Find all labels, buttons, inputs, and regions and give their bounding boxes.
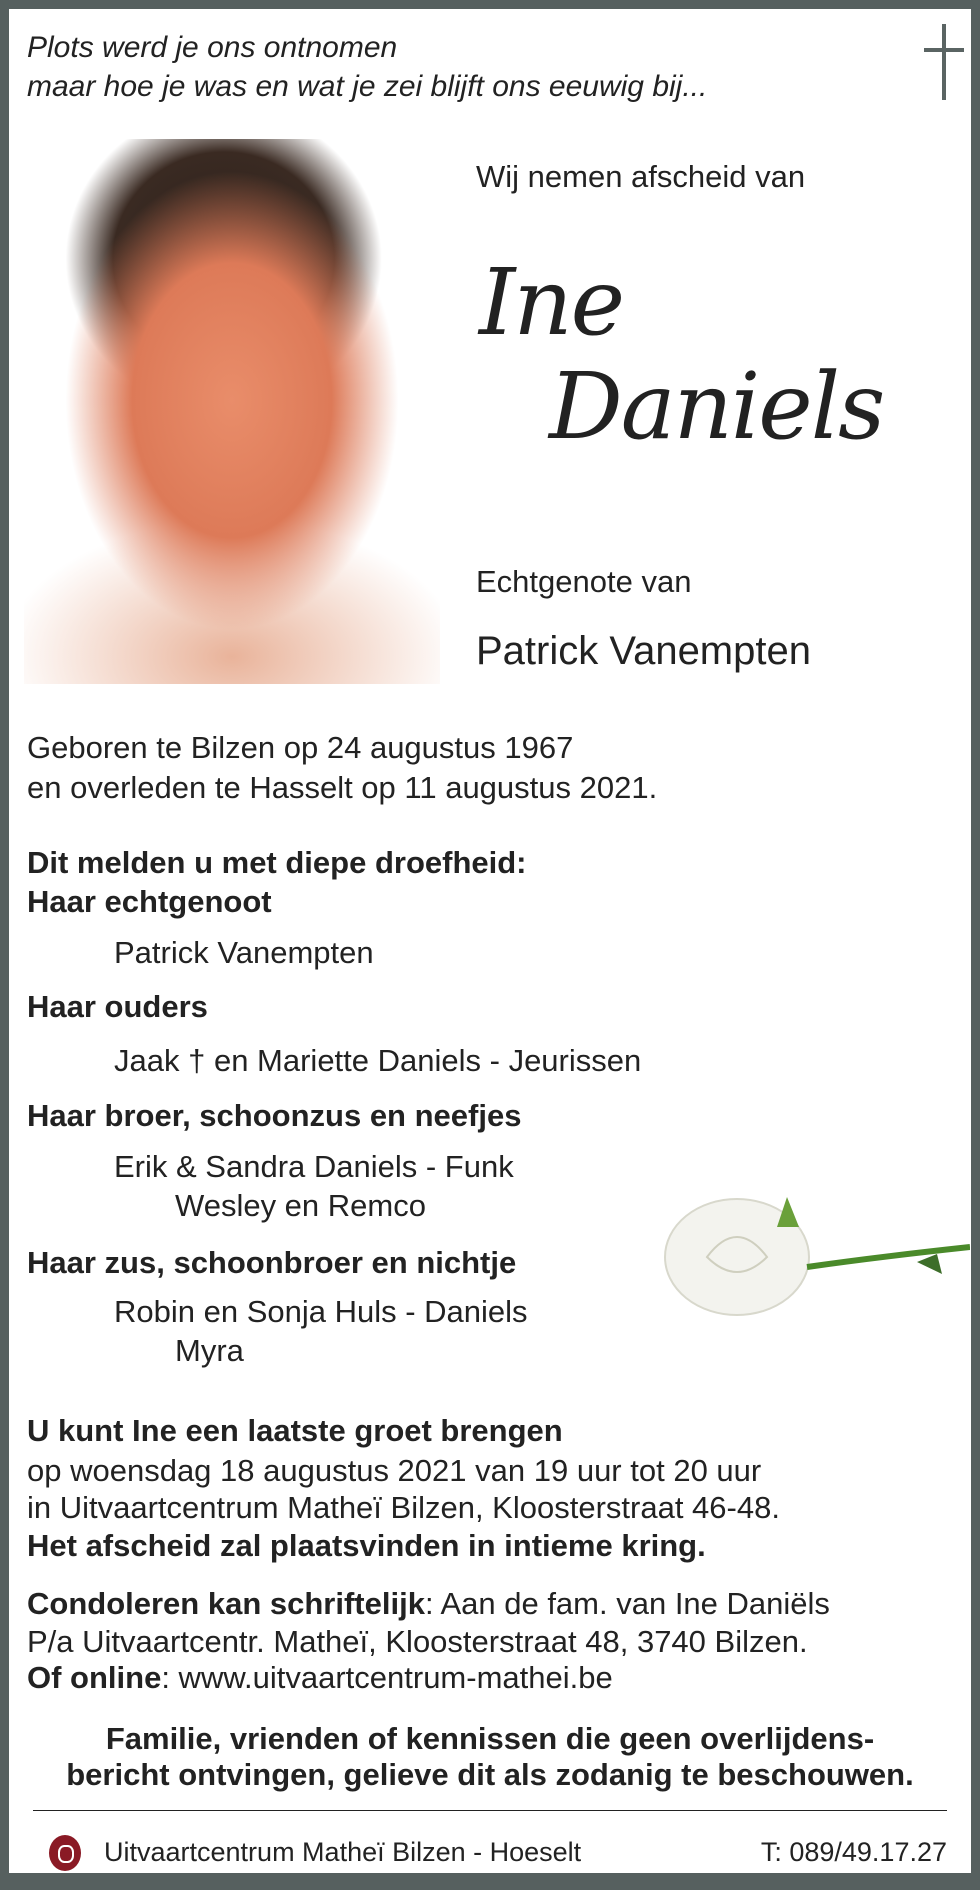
family-heading: Haar ouders — [27, 989, 208, 1024]
spouse-name: Patrick Vanempten — [476, 629, 811, 673]
online-line — [27, 1662, 613, 1693]
verse-line-2: maar hoe je was en wat je zei blijft ons eeuwig bij... — [27, 70, 708, 103]
announce-text: Dit melden u met diepe droefheid: — [27, 845, 527, 880]
farewell-text: Het afscheid zal plaatsvinden in intieme kring. — [27, 1528, 706, 1563]
visit-where: in Uitvaartcentrum Matheï Bilzen, Kloosterstraat 46-48. — [27, 1490, 780, 1525]
birth-text: Geboren te Bilzen op 24 augustus 1967 — [27, 730, 574, 765]
family-heading: Haar broer, schoonzus en neefjes — [27, 1098, 522, 1133]
condolence-label: Condoleren kan schriftelijk — [27, 1586, 425, 1621]
condolence-text: : Aan de fam. van Ine Daniëls — [424, 1586, 830, 1621]
family-child: Myra — [175, 1333, 244, 1368]
cross-icon — [924, 24, 964, 100]
intro-text: Wij nemen afscheid van — [476, 159, 806, 194]
last-name: Daniels — [549, 353, 884, 460]
spouse-label: Echtgenote van — [476, 564, 692, 599]
family-member: Robin en Sonja Huls - Daniels — [114, 1294, 528, 1329]
family-heading: Haar zus, schoonbroer en nichtje — [27, 1245, 517, 1280]
footer-company: Uitvaartcentrum Matheï Bilzen - Hoeselt — [104, 1837, 582, 1867]
family-heading: Haar echtgenoot — [27, 884, 272, 919]
family-member: Jaak † en Mariette Daniels - Jeurissen — [114, 1043, 642, 1078]
portrait-photo — [24, 139, 440, 684]
obituary-card — [9, 9, 971, 1873]
first-name: Ine — [479, 249, 624, 356]
visit-when: op woensdag 18 augustus 2021 van 19 uur tot 20 uur — [27, 1453, 762, 1488]
family-member: Patrick Vanempten — [114, 935, 374, 970]
verse-line-1: Plots werd je ons ontnomen — [27, 31, 398, 64]
family-child: Wesley en Remco — [175, 1188, 426, 1223]
condolence-address: P/a Uitvaartcentr. Matheï, Kloosterstraat 48, 3740 Bilzen. — [27, 1624, 808, 1659]
white-rose-image — [657, 1187, 970, 1344]
visit-heading: U kunt Ine een laatste groet brengen — [27, 1413, 563, 1448]
notice-line-2: bericht ontvingen, gelieve dit als zodanig te beschouwen. — [66, 1757, 914, 1792]
rose-logo-icon — [49, 1835, 81, 1871]
death-text: en overleden te Hasselt op 11 augustus 2021. — [27, 770, 658, 805]
condolence-line — [27, 1588, 830, 1619]
footer-divider — [33, 1810, 947, 1811]
notice-line-1: Familie, vrienden of kennissen die geen overlijdens- — [105, 1721, 875, 1756]
online-url[interactable]: : www.uitvaartcentrum-mathei.be — [161, 1660, 613, 1695]
online-label: Of online — [27, 1660, 162, 1695]
footer-phone: T: 089/49.17.27 — [760, 1837, 947, 1867]
family-member: Erik & Sandra Daniels - Funk — [114, 1149, 514, 1184]
